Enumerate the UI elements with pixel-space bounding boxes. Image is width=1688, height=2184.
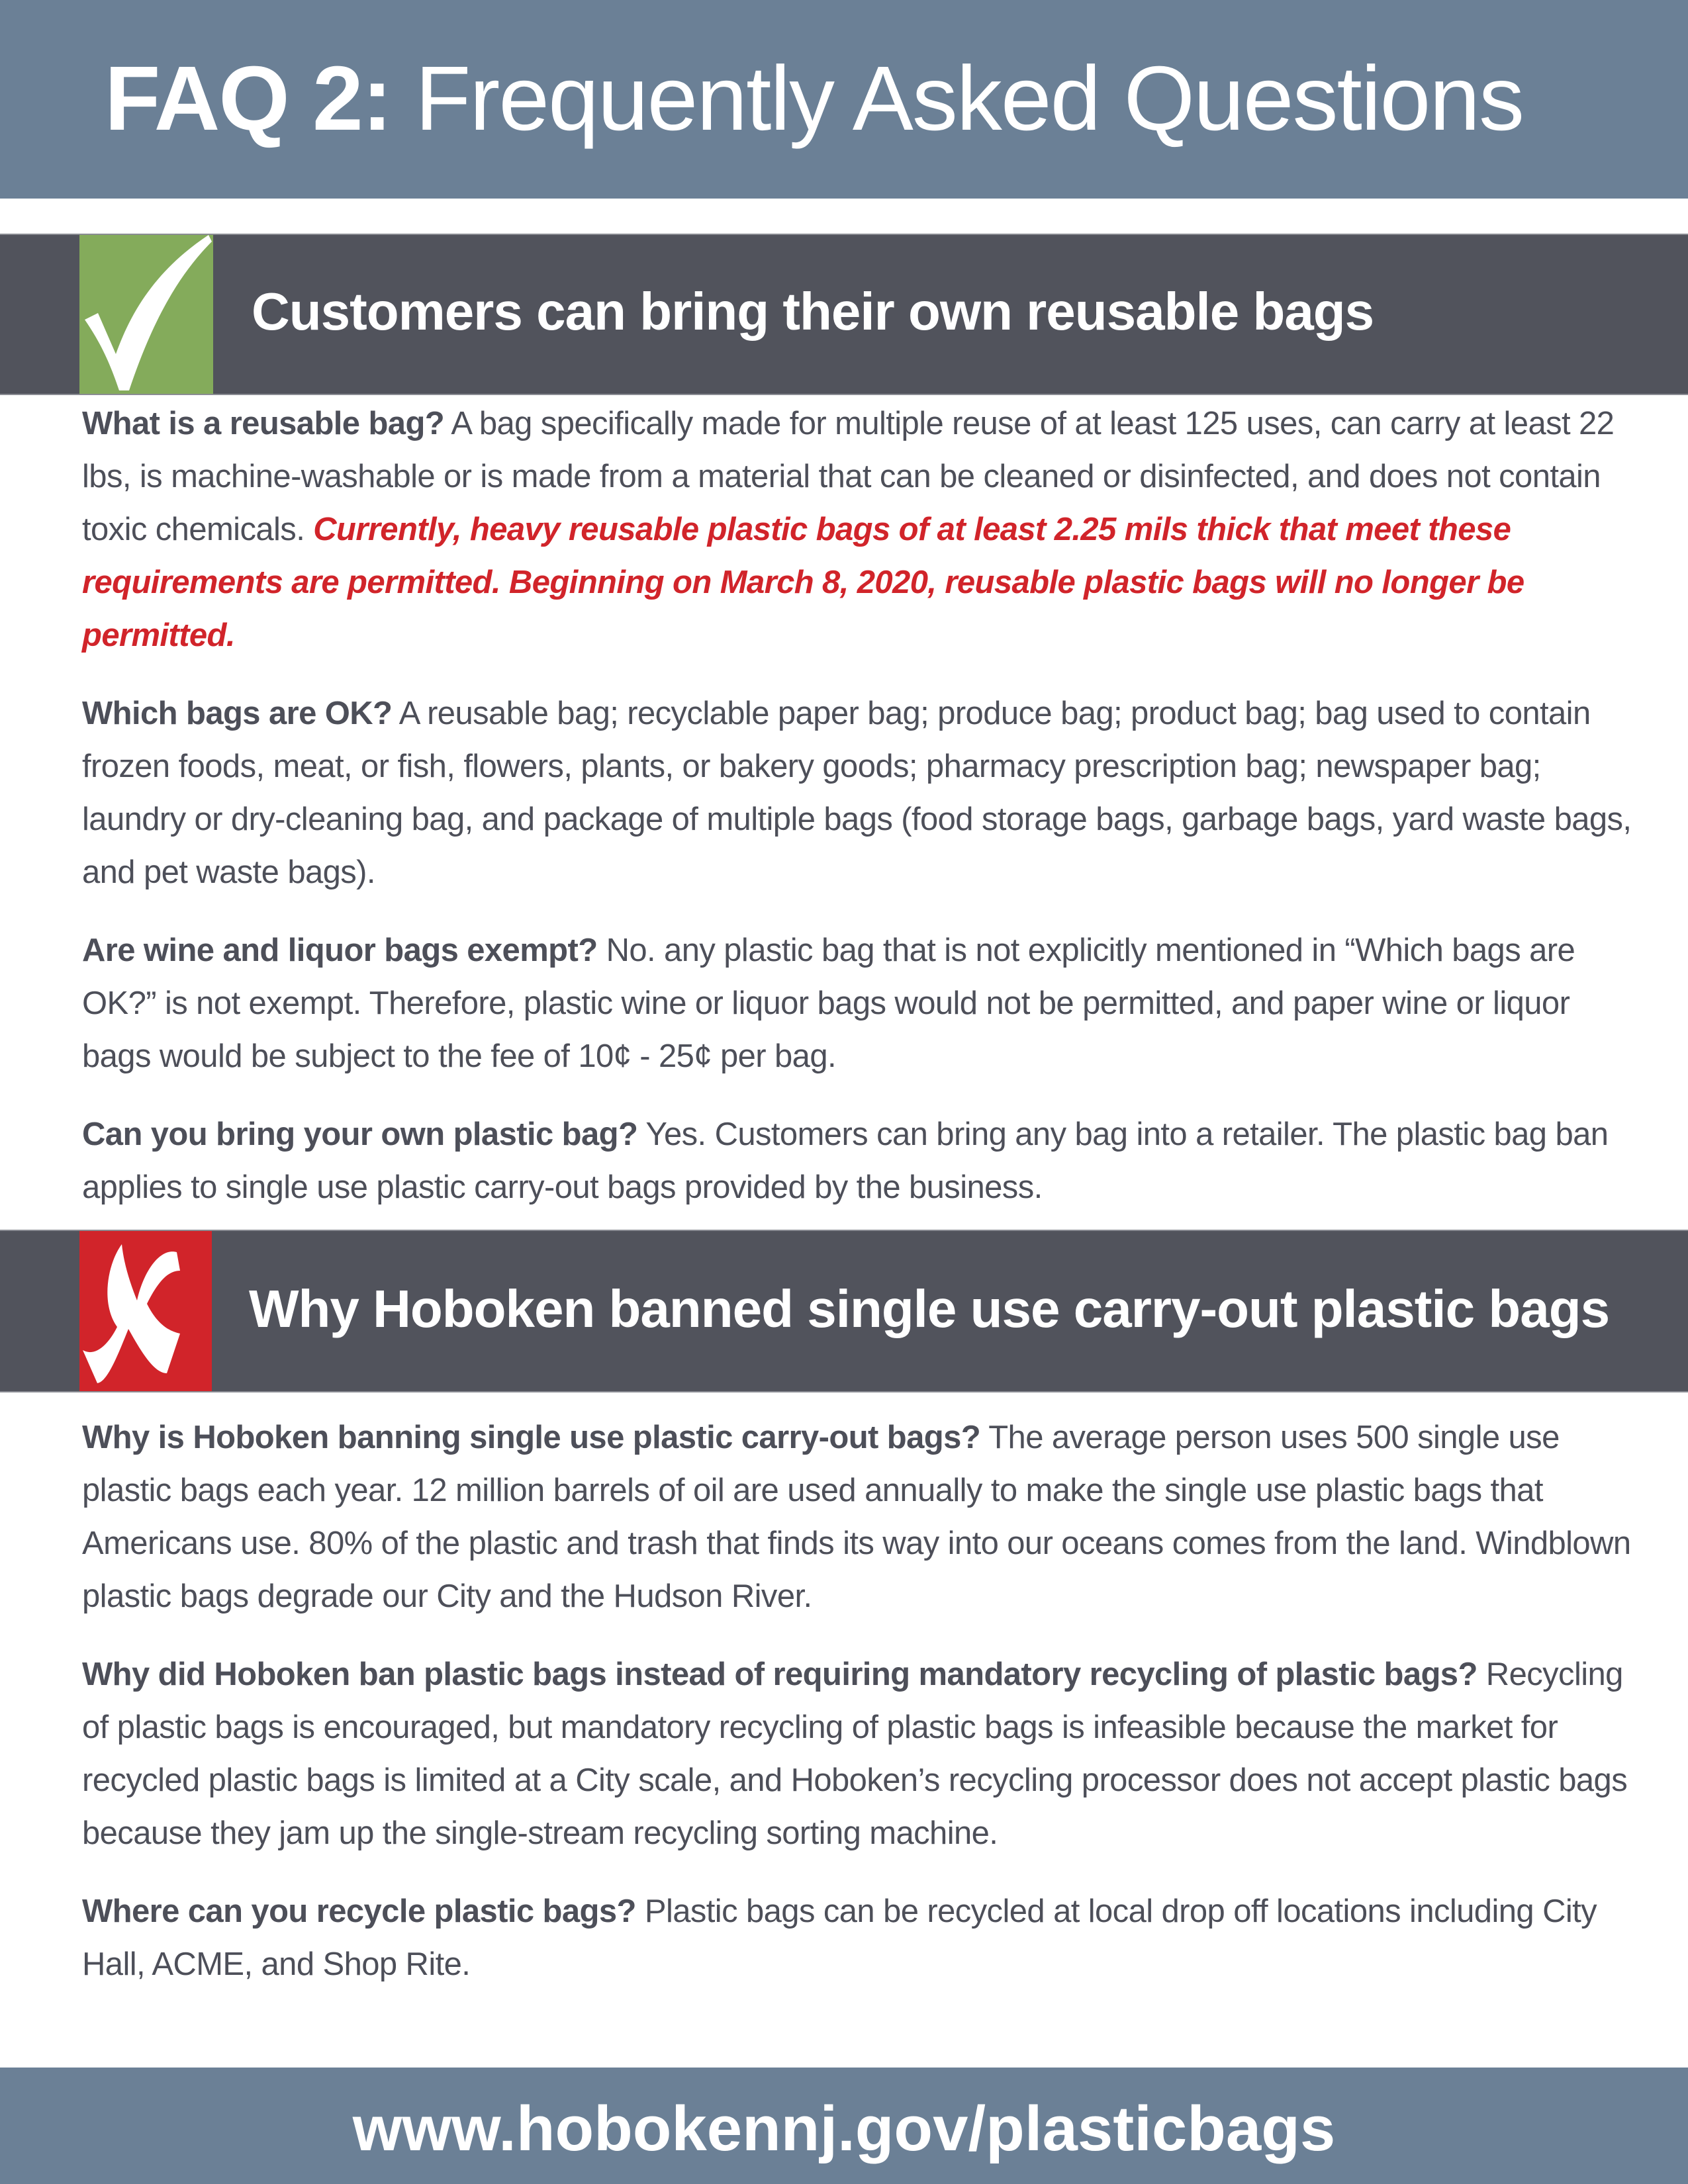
page-footer: [0, 2068, 1688, 2184]
faq-section-reusable: [82, 397, 1644, 1239]
checkmark-icon: [79, 235, 213, 394]
faq-answer: Plastic bags can be recycled at local drop off locations including City Hall, ACME, and Shop Rite.: [82, 1893, 1597, 1982]
faq-item: [82, 1411, 1644, 1623]
faq-answer: No. any plastic bag that is not explicitly mentioned in “Which bags are OK?” is not exempt. Therefore, plastic wine or liquor bags would not be permitted, and paper wine or liquor bags would be subject to the fee of 10¢ - 25¢ per bag.: [82, 933, 1575, 1074]
faq-question: Why did Hoboken ban plastic bags instead of requiring mandatory recycling of plastic bags?: [82, 1657, 1477, 1692]
faq-item: [82, 397, 1644, 662]
page-title: [105, 46, 1523, 152]
faq-item: [82, 687, 1644, 899]
faq-item: [82, 1885, 1644, 1991]
x-mark-badge: [79, 1231, 212, 1391]
faq-question: Are wine and liquor bags exempt?: [82, 933, 598, 968]
section-banner-ban: [0, 1230, 1688, 1392]
website-link[interactable]: www.hobokennj.gov/plasticbags: [352, 2093, 1336, 2164]
checkmark-badge: [79, 235, 213, 394]
title-rest: Frequently Asked Questions: [391, 48, 1524, 150]
faq-answer: Yes. Customers can bring any bag into a retailer. The plastic bag ban applies to single use plastic carry-out bags provided by the business.: [82, 1116, 1609, 1205]
faq-question: Why is Hoboken banning single use plastic carry-out bags?: [82, 1420, 981, 1455]
section-banner-reusable: [0, 234, 1688, 395]
faq-answer: Recycling of plastic bags is encouraged, but mandatory recycling of plastic bags is infeasible because the market for recycled plastic bags is limited at a City scale, and Hoboken’s recycling processor does not accept plastic bags because they jam up the single-stream recycling sorting machine.: [82, 1657, 1628, 1851]
faq-section-ban: [82, 1411, 1644, 2016]
faq-answer: A reusable bag; recyclable paper bag; produce bag; product bag; bag used to contain frozen foods, meat, or fish, flowers, plants, or bakery goods; pharmacy prescription bag; newspaper bag; laundry or dry-cleaning bag, and package of multiple bags (food storage bags, garbage bags, yard waste bags, and pet waste bags).: [82, 696, 1632, 890]
page-header: [0, 0, 1688, 199]
x-mark-icon: [79, 1231, 212, 1391]
faq-answer: A bag specifically made for multiple reuse of at least 125 uses, can carry at least 22 lbs, is machine-washable or is made from a material that can be cleaned or disinfected, and does not contain toxic chemicals.: [82, 406, 1615, 547]
faq-item: [82, 1648, 1644, 1860]
faq-item: [82, 924, 1644, 1083]
faq-question: Where can you recycle plastic bags?: [82, 1893, 636, 1929]
faq-item: [82, 1108, 1644, 1214]
faq-question: What is a reusable bag?: [82, 406, 445, 441]
faq-answer: The average person uses 500 single use plastic bags each year. 12 million barrels of oil are used annually to make the single use plastic bags that Americans use. 80% of the plastic and trash that finds its way into our oceans comes from the land. Windblown plastic bags degrade our City and the Hudson River.: [82, 1420, 1631, 1614]
section-title: Why Hoboken banned single use carry-out plastic bags: [249, 1279, 1610, 1338]
faq-question: Can you bring your own plastic bag?: [82, 1116, 638, 1152]
faq-emphasis: Currently, heavy reusable plastic bags of at least 2.25 mils thick that meet these requirements are permitted. Beginning on March 8, 2020, reusable plastic bags will no longer be permitted.: [82, 512, 1524, 653]
section-title: Customers can bring their own reusable bags: [252, 282, 1374, 341]
title-bold: FAQ 2:: [105, 48, 391, 150]
faq-question: Which bags are OK?: [82, 696, 393, 731]
